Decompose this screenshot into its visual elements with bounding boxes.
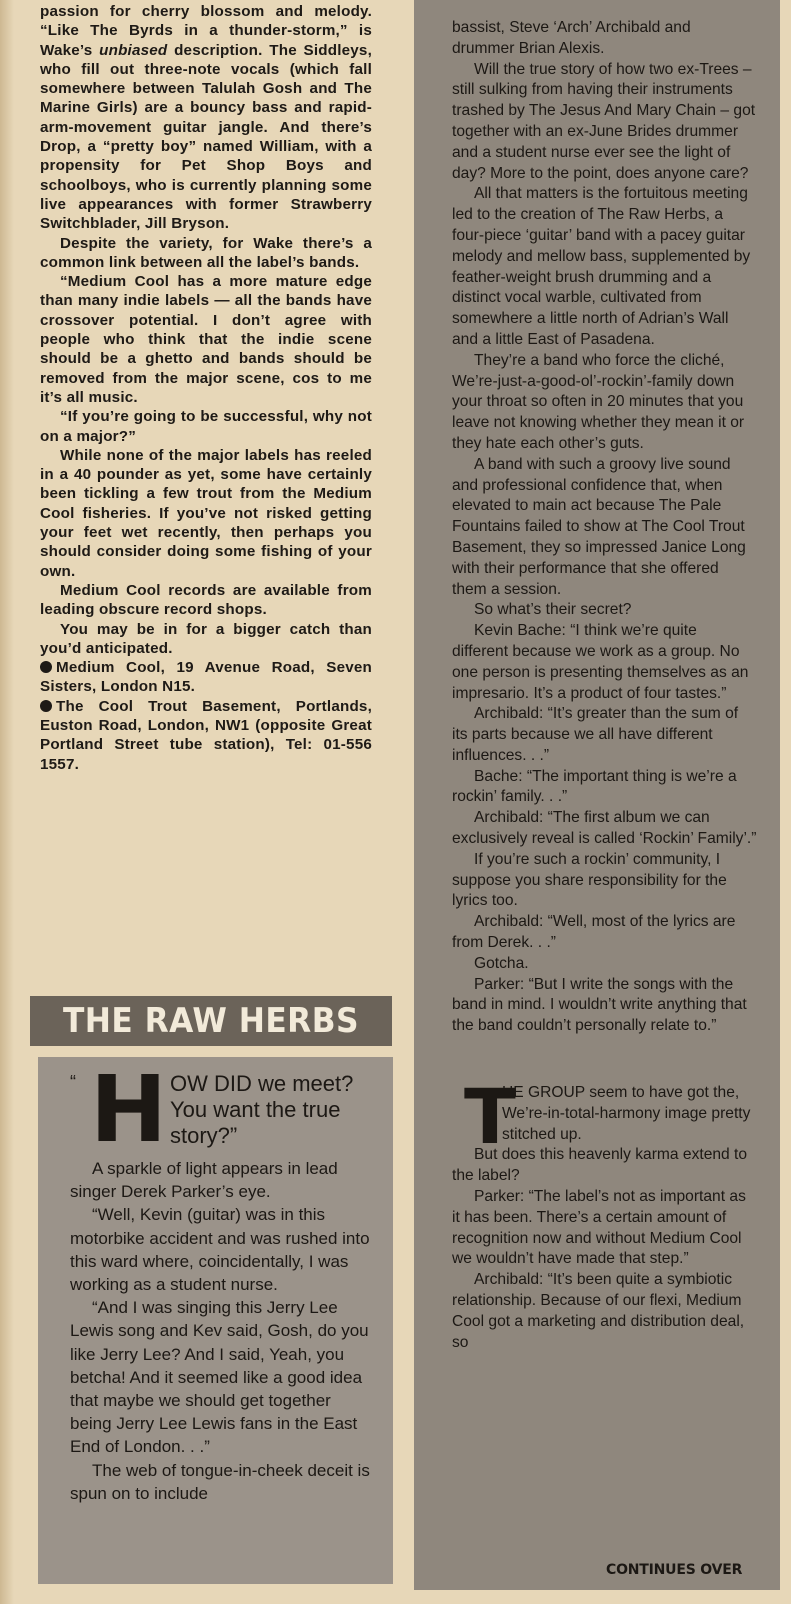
paragraph: HE GROUP seem to have got the, We’re-in-total-harmony image pretty stitched up.: [502, 1084, 751, 1143]
paragraph: Parker: “But I write the songs with the band in mind. I wouldn’t write anything that the band couldn’t personally relate to.”: [452, 975, 747, 1035]
bullet-icon: [40, 700, 52, 712]
box-text: [70, 1056, 370, 1505]
drop-cap: H: [90, 1056, 167, 1163]
section-title: THE RAW HERBS: [62, 1001, 360, 1041]
paragraph: The web of tongue-in-cheek deceit is spun on to include: [70, 1460, 370, 1503]
paragraph: A sparkle of light appears in lead singer Derek Parker’s eye.: [70, 1159, 338, 1202]
left-article-column: [40, 2, 372, 774]
right-text: [452, 18, 757, 1353]
second-section: [452, 1072, 757, 1353]
paragraph: If you’re such a rockin’ community, I suppose you share responsibility for the lyrics too.: [452, 850, 727, 910]
paragraph: Archibald: “It’s been quite a symbiotic relationship. Because of our flexi, Medium Cool got a marketing and distribution deal, so: [452, 1271, 745, 1351]
paragraph: Medium Cool records are available from leading obscure record shops.: [40, 581, 372, 619]
address-medium-cool: Medium Cool, 19 Avenue Road, Seven Sisters, London N15.: [40, 659, 372, 696]
paragraph: A band with such a groovy live sound and professional confidence that, when elevated to main act because The Pale Fountains failed to show at The Cool Trout Basement, they so impressed Janice Long with their performance that she offered them a session.: [452, 455, 746, 598]
bullet-icon: [40, 661, 52, 673]
paragraph: Will the true story of how two ex-Trees – still sulking from having their instruments trashed by The Jesus And Mary Chain – got together with an ex-June Brides drummer and a student nurse ever see the light of day? More to the point, does anyone care?: [452, 60, 756, 182]
address-cool-trout: The Cool Trout Basement, Portlands, Euston Road, London, NW1 (opposite Great Portland Street tube station), Tel: 01-556 1557.: [40, 697, 372, 773]
paragraph: Parker: “The label’s not as important as it has been. There’s a certain amount of recognition now and without Medium Cool we wouldn’t have made that step.”: [452, 1188, 746, 1268]
paragraph: “Medium Cool has a more mature edge than many indie labels — all the bands have crossover potential. I don’t agree with people who think that the indie scene should be a ghetto and bands should be removed from the major scene, cos to me it’s all music.: [40, 273, 372, 406]
paragraph: “If you’re going to be successful, why not on a major?”: [40, 408, 372, 445]
paragraph: While none of the major labels has reeled in a 40 pounder as yet, some have certainly been tickling a few trout from the Medium Cool fisheries. If you’ve not risked getting your feet wet recently, then perhaps you should consider doing some fishing of your own.: [40, 446, 372, 580]
quote-mark: “: [70, 1072, 76, 1092]
paper-edge: [0, 0, 14, 1604]
paragraph: You may be in for a bigger catch than you’d anticipated.: [40, 620, 372, 657]
drop-cap: T: [464, 1072, 516, 1162]
paragraph: Kevin Bache: “I think we’re quite different because we work as a group. No one person is presenting themselves as an impresario. It’s a product of four tastes.”: [452, 622, 749, 702]
paragraph: Gotcha.: [474, 954, 529, 972]
intro-row: [70, 1056, 370, 1163]
paragraph: Bache: “The important thing is we’re a rockin’ family. . .”: [452, 767, 737, 806]
paragraph: All that matters is the fortuitous meeting led to the creation of The Raw Herbs, a four-piece ‘guitar’ band with a pacey guitar melody and mellow bass, supplemented by feather-weight brush drumming and a distinct vocal warble, cultivated from somewhere a little north of Adrian’s Wall and a little East of Pasadena.: [452, 185, 751, 348]
section-header: [30, 996, 392, 1046]
paragraph: So what’s their secret?: [474, 601, 632, 619]
paragraph: “Well, Kevin (guitar) was in this motorbike accident and was rushed into this ward where, coincidentally, I was working as a student nurse.: [70, 1205, 370, 1295]
paragraph: They’re a band who force the cliché, We’re-just-a-good-ol’-rockin’-family down your throat so often in 20 minutes that you leave not knowing whether they mean it or they hate each other’s guts.: [452, 351, 745, 452]
paragraph: Archibald: “The first album we can exclusively reveal is called ‘Rockin’ Family’.”: [452, 809, 757, 848]
continues-over-label: CONTINUES OVER: [606, 1562, 743, 1578]
intro-text: OW DID we meet? You want the true story?”: [170, 1071, 354, 1148]
paragraph: “And I was singing this Jerry Lee Lewis song and Kev said, Gosh, do you like Jerry Lee? And I said, Yeah, you betcha! And it seemed like a good idea that maybe we should get together being Jerry Lee Lewis fans in the East End of London. . .”: [70, 1298, 369, 1457]
article-box: [38, 1057, 393, 1584]
paragraph: But does this heavenly karma extend to the label?: [452, 1146, 748, 1185]
paragraph: Archibald: “Well, most of the lyrics are from Derek. . .”: [452, 913, 736, 952]
paragraph: passion for cherry blossom and melody. “Like The Byrds in a thunder-storm,” is Wake’s unbiased description. The Siddleys, who fill out three-note vocals (which fall somewhere between Talulah Gosh and The Marine Girls) are a bouncy bass and rapid-arm-movement guitar jangle. And there’s Drop, a “pretty boy” named William, with a propensity for Pet Shop Boys and schoolboys, who is currently planning some live appearances with former Strawberry Switchblader, Jill Bryson.: [40, 3, 372, 233]
paragraph: bassist, Steve ‘Arch’ Archibald and drummer Brian Alexis.: [452, 19, 691, 57]
paragraph: Archibald: “It’s greater than the sum of its parts because we all have different influences. . .”: [452, 705, 739, 764]
right-article-panel: [414, 0, 780, 1590]
paragraph: Despite the variety, for Wake there’s a common link between all the label’s bands.: [40, 234, 372, 271]
